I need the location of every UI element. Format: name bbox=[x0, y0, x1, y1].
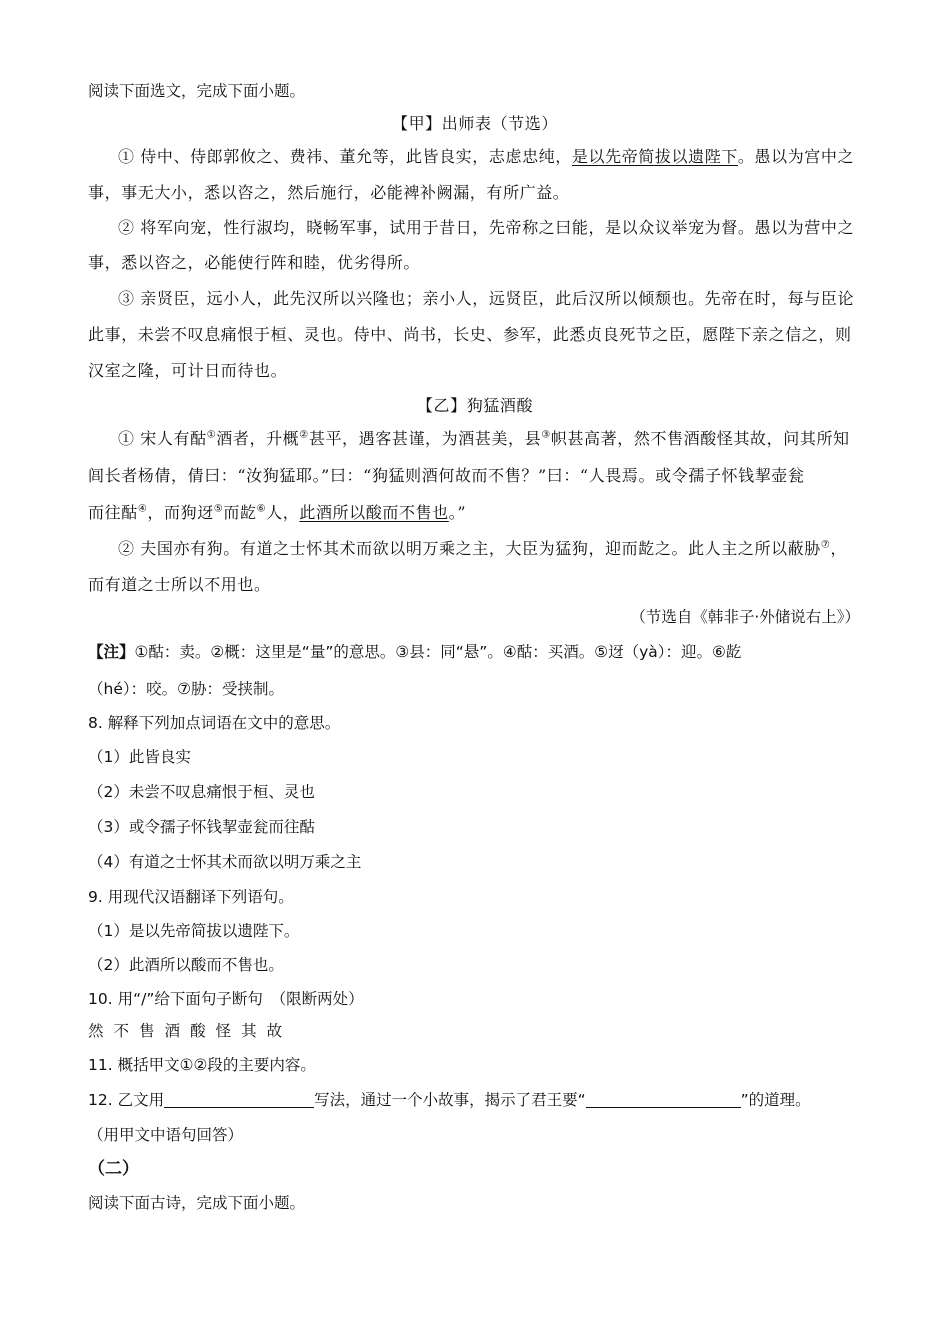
question-9-item-2: （2）此酒所以酸而不售也。 bbox=[88, 956, 284, 974]
footnote-marker: ⑦ bbox=[820, 539, 831, 551]
footnote-marker: ⑥ bbox=[256, 503, 267, 515]
question-9-item-1: （1）是以先帝简拔以遗陛下。 bbox=[88, 922, 300, 940]
yi-paragraph-2-line-1: ② 夫国亦有狗。有道之士怀其术而欲以明万乘之主，大臣为猛狗，迎而龁之。此人主之所以蔽胁⑦， bbox=[118, 539, 848, 558]
sentence-char: 售 bbox=[139, 1022, 155, 1040]
footnote-marker: ② bbox=[299, 429, 309, 441]
reading-instruction-2: 阅读下面古诗，完成下面小题。 bbox=[88, 1194, 306, 1212]
notes-label: 【注】 bbox=[88, 643, 135, 661]
footnote-marker: ⑤ bbox=[213, 503, 224, 515]
question-10-stem: 10. 用“/”给下面句子断句 （限断两处） bbox=[88, 990, 364, 1008]
question-8-item-2: （2）未尝不叹息痛恨于桓、灵也 bbox=[88, 783, 315, 801]
jia-paragraph-3-line-1: ③ 亲贤臣，远小人，此先汉所以兴隆也；亲小人，远贤臣，此后汉所以倾颓也。先帝在时，每与臣论 bbox=[118, 289, 855, 308]
yi-paragraph-1-line-3: 而往酤④，而狗迓⑤而龁⑥人，此酒所以酸而不售也。” bbox=[88, 503, 467, 522]
yi-paragraph-1-line-2: 闾长者杨倩，倩曰：“汝狗猛耶。”曰：“狗猛则酒何故而不售？”曰：“人畏焉。或令孺子怀钱挈壶瓮 bbox=[88, 466, 805, 485]
answer-blank-1[interactable] bbox=[164, 1091, 314, 1108]
footnote-marker: ③ bbox=[541, 429, 551, 441]
footnote-marker: ④ bbox=[137, 503, 148, 515]
sentence-char: 酸 bbox=[190, 1022, 206, 1040]
question-9-stem: 9. 用现代汉语翻译下列语句。 bbox=[88, 888, 294, 906]
sentence-char: 然 bbox=[88, 1022, 104, 1040]
source-citation: （节选自《韩非子·外储说右上》） bbox=[630, 608, 860, 626]
reading-instruction: 阅读下面选文，完成下面小题。 bbox=[88, 82, 306, 100]
jia-paragraph-3-line-2: 此事，未尝不叹息痛恨于桓、灵也。侍中、尚书，长史、参军，此悉贞良死节之臣，愿陛下亲之信之，则 bbox=[88, 325, 852, 344]
jia-paragraph-1-line-1: ① 侍中、侍郎郭攸之、费祎、董允等，此皆良实，志虑忠纯，是以先帝简拔以遗陛下。愚以为宫中之 bbox=[118, 147, 855, 166]
passage-jia-title: 【甲】出师表（节选） bbox=[391, 114, 558, 133]
yi-paragraph-1-line-1: ① 宋人有酤①酒者，升概②甚平，遇客甚谨，为酒甚美，县③帜甚高著，然不售酒酸怪其故，问其所知 bbox=[118, 429, 850, 448]
jia-paragraph-3-line-3: 汉室之隆，可计日而待也。 bbox=[88, 361, 288, 380]
question-8-stem: 8. 解释下列加点词语在文中的意思。 bbox=[88, 714, 341, 732]
passage-yi-title: 【乙】狗猛酒酸 bbox=[416, 396, 534, 415]
question-10-sentence bbox=[88, 1020, 292, 1042]
notes-line-1: 【注】①酤：卖。②概：这里是“量”的意思。③县：同“悬”。④酤：买酒。⑤迓（yà）：迎。⑥龁 bbox=[88, 643, 742, 661]
section-two-heading: （二） bbox=[88, 1159, 139, 1179]
sentence-char: 酒 bbox=[164, 1022, 181, 1040]
jia-paragraph-2-line-2: 事，悉以咨之，必能使行阵和睦，优劣得所。 bbox=[88, 253, 421, 272]
question-12-stem: 12. 乙文用 写法，通过一个小故事，揭示了君王要“ ”的道理。 bbox=[88, 1091, 811, 1109]
question-11-stem: 11. 概括甲文①②段的主要内容。 bbox=[88, 1056, 316, 1074]
notes-line-2: （hé）：咬。⑦胁：受挟制。 bbox=[88, 680, 285, 698]
question-8-item-1: （1）此皆良实 bbox=[88, 748, 191, 766]
yi-paragraph-2-line-2: 而有道之士所以不用也。 bbox=[88, 575, 271, 594]
underlined-sentence: 此酒所以酸而不售也 bbox=[299, 503, 449, 522]
sentence-char: 怪 bbox=[215, 1022, 232, 1040]
sentence-char: 不 bbox=[113, 1022, 130, 1040]
jia-paragraph-2-line-1: ② 将军向宠，性行淑均，晓畅军事，试用于昔日，先帝称之曰能，是以众议举宠为督。愚以为营中之 bbox=[118, 218, 855, 237]
sentence-char: 故 bbox=[266, 1022, 283, 1040]
question-8-item-4: （4）有道之士怀其术而欲以明万乘之主 bbox=[88, 853, 362, 871]
footnote-marker: ① bbox=[206, 429, 217, 441]
underlined-sentence: 是以先帝简拔以遗陛下 bbox=[571, 147, 738, 166]
sentence-char: 其 bbox=[241, 1022, 257, 1040]
jia-paragraph-1-line-2: 事，事无大小，悉以咨之，然后施行，必能裨补阙漏，有所广益。 bbox=[88, 183, 570, 202]
question-12-hint: （用甲文中语句回答） bbox=[88, 1126, 244, 1144]
answer-blank-2[interactable] bbox=[586, 1091, 741, 1108]
question-8-item-3: （3）或令孺子怀钱挈壶瓮而往酤 bbox=[88, 818, 315, 836]
